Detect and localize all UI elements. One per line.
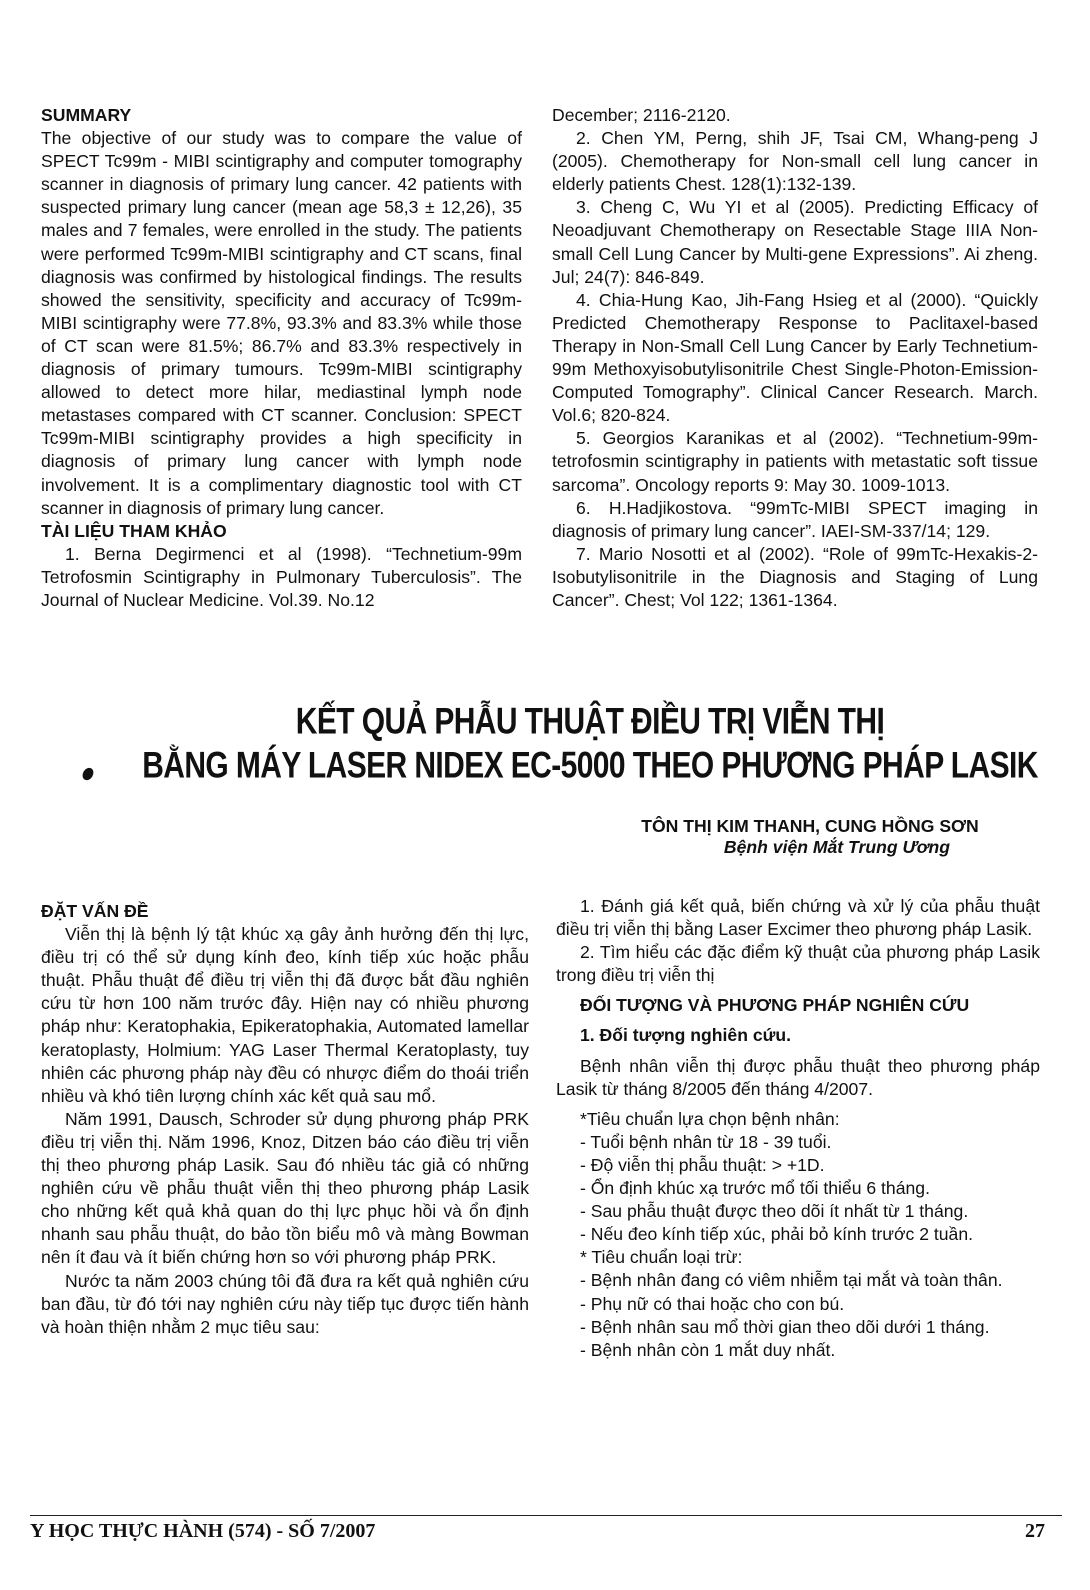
exclusion-criterion-1: - Bệnh nhân đang có viêm nhiễm tại mắt và toàn thân.	[580, 1270, 1003, 1291]
inclusion-criterion-3: - Ổn định khúc xạ trước mổ tối thiểu 6 tháng.	[580, 1178, 930, 1199]
exclusion-criterion-3: - Bệnh nhân sau mổ thời gian theo dõi dưới 1 tháng.	[580, 1316, 990, 1337]
reference-4: 4. Chia-Hung Kao, Jih-Fang Hsieg et al (2000). “Quickly Predicted Chemotherapy Response to Paclitaxel-based Therapy in Non-Small Cell Lung Cancer by Early Technetium-99m Methoxyisobutylisonitrile Chest Single-Photon-Emission-Computed Tomography”. Clinical Cancer Research. March. Vol.6; 820-824.	[552, 289, 1038, 426]
exclusion-criterion-2: - Phụ nữ có thai hoặc cho con bú.	[580, 1293, 845, 1314]
references-column	[552, 104, 1038, 612]
inclusion-criterion-2: - Độ viễn thị phẫu thuật: > +1D.	[580, 1154, 825, 1175]
inclusion-criterion-5: - Nếu đeo kính tiếp xúc, phải bỏ kính trước 2 tuần.	[580, 1224, 974, 1245]
summary-heading: SUMMARY	[41, 105, 132, 125]
references-heading: TÀI LIỆU THAM KHẢO	[41, 520, 227, 541]
exclusion-criteria-heading: * Tiêu chuẩn loại trừ:	[580, 1247, 743, 1268]
objective-2: 2. Tìm hiểu các đặc điểm kỹ thuật của phương pháp Lasik trong điều trị viễn thị	[556, 942, 1040, 986]
introduction-paragraph-3: Nước ta năm 2003 chúng tôi đã đưa ra kết quả nghiên cứu ban đầu, từ đó tới nay nghiên cứu này tiếp tục được tiến hành và hoàn thiện nhằm 2 mục tiêu sau:	[41, 1270, 529, 1337]
reference-5: 5. Georgios Karanikas et al (2002). “Technetium-99m-tetrofosmin scintigraphy in patients with metastatic soft tissue sarcoma”. Oncology reports 9: May 30. 1009-1013.	[552, 428, 1038, 495]
methods-subheading: 1. Đối tượng nghiên cứu.	[580, 1025, 791, 1046]
reference-2: 2. Chen YM, Perng, shih JF, Tsai CM, Whang-peng J (2005). Chemotherapy for Non-small cell lung cancer in elderly patients Chest. 128(1):132-139.	[552, 128, 1038, 195]
article-title-line-1: KẾT QUẢ PHẪU THUẬT ĐIỀU TRỊ VIỄN THỊ	[295, 702, 885, 743]
exclusion-criterion-4: - Bệnh nhân còn 1 mắt duy nhất.	[580, 1339, 836, 1360]
objective-1: 1. Đánh giá kết quả, biến chứng và xử lý của phẫu thuật điều trị viễn thị bằng Laser Excimer theo phương pháp Lasik.	[556, 896, 1040, 940]
methods-column	[556, 895, 1040, 1362]
reference-1-continued: December; 2116-2120.	[552, 105, 731, 125]
methods-heading: ĐỐI TƯỢNG VÀ PHƯƠNG PHÁP NGHIÊN CỨU	[580, 995, 970, 1016]
methods-paragraph-1: Bệnh nhân viễn thị được phẫu thuật theo phương pháp Lasik từ tháng 8/2005 đến tháng 4/2007.	[556, 1055, 1040, 1099]
article-title-line-2: BẰNG MÁY LASER NIDEX EC-5000 THEO PHƯƠNG PHÁP LASIK	[142, 746, 1038, 787]
inclusion-criterion-1: - Tuổi bệnh nhân từ 18 - 39 tuổi.	[580, 1131, 832, 1152]
reference-7: 7. Mario Nosotti et al (2002). “Role of 99mTc-Hexakis-2-Isobutylisonitrile in the Diagnosis and Staging of Lung Cancer”. Chest; Vol 122; 1361-1364.	[552, 543, 1038, 610]
introduction-paragraph-1: Viễn thị là bệnh lý tật khúc xạ gây ảnh hưởng đến thị lực, điều trị có thể sử dụng kính đeo, kính tiếp xúc hoặc phẫu thuật. Phẫu thuật để điều trị viễn thị đã được bắt đầu nghiên cứu từ hơn 100 năm trước đây. Hiện nay có nhiều phương pháp như: Keratophakia, Epikeratophakia, Automated lamellar keratoplasty, Holmium: YAG Laser Thermal Keratoplasty, tuy nhiên các phương pháp này đều có nhược điểm do thoái triển nhiều và khó tiên lượng chính xác kết quả sau mổ.	[41, 924, 529, 1106]
introduction-paragraph-2: Năm 1991, Dausch, Schroder sử dụng phương pháp PRK điều trị viễn thị. Năm 1996, Knoz, Ditzen báo cáo điều trị viễn thị theo phương pháp Lasik. Sau đó nhiều tác giả có những nghiên cứu về phẫu thuật viễn thị theo phương pháp Lasik cho những kết quả khả quan do thị lực phục hồi và ổn định nhanh sau phẫu thuật, do bảo tồn biểu mô và màng Bowman nên ít đau và ít biến chứng hơn so với phương pháp PRK.	[41, 1108, 529, 1268]
reference-6: 6. H.Hadjikostova. “99mTc-MIBI SPECT imaging in diagnosis of primary lung cancer”. IAEI-SM-337/14; 129.	[552, 497, 1038, 541]
page-number: 27	[1025, 1520, 1045, 1542]
footer-rule	[30, 1515, 1062, 1516]
authors: TÔN THỊ KIM THANH, CUNG HỒNG SƠN	[641, 816, 979, 836]
reference-1: 1. Berna Degirmenci et al (1998). “Technetium-99m Tetrofosmin Scintigraphy in Pulmonary Tuberculosis”. The Journal of Nuclear Medicine. Vol.39. No.12	[41, 543, 522, 610]
affiliation: Bệnh viện Mắt Trung Ương	[723, 837, 950, 857]
introduction-heading: ĐẶT VẤN ĐỀ	[41, 901, 149, 921]
inclusion-criterion-4: - Sau phẫu thuật được theo dõi ít nhất từ 1 tháng.	[580, 1201, 969, 1222]
summary-column	[41, 104, 522, 612]
reference-3: 3. Cheng C, Wu YI et al (2005). Predicting Efficacy of Neoadjuvant Chemotherapy on Resectable Stage IIIA Non-small Cell Lung Cancer by Multi-gene Expressions”. Ai zheng. Jul; 24(7): 846-849.	[552, 197, 1038, 287]
footer-journal-name: Y HỌC THỰC HÀNH (574) - SỐ 7/2007	[30, 1520, 376, 1542]
summary-body: The objective of our study was to compare the value of SPECT Tc99m - MIBI scintigraphy and computer tomography scanner in diagnosis of primary lung cancer. 42 patients with suspected primary lung cancer (mean age 58,3 ± 12,26), 35 males and 7 females, were enrolled in the study. The patients were performed Tc99m-MIBI scintigraphy and CT scans, final diagnosis was confirmed by histological findings. The results showed the sensitivity, specificity and accuracy of Tc99m-MIBI scintigraphy were 77.8%, 93.3% and 83.3% while those of CT scan were 81.5%; 86.7% and 83.3% respectively in diagnosis of primary tumours. Tc99m-MIBI scintigraphy allowed to detect more hilar, mediastinal lymph node metastases compared with CT scanner. Conclusion: SPECT Tc99m-MIBI scintigraphy provides a high specificity in diagnosis of primary lung cancer with lymph node involvement. It is a complimentary diagnostic tool with CT scanner in diagnosis of primary lung cancer.	[41, 128, 522, 518]
introduction-column	[41, 900, 529, 1339]
inclusion-criteria-heading: *Tiêu chuẩn lựa chọn bệnh nhân:	[580, 1108, 840, 1129]
